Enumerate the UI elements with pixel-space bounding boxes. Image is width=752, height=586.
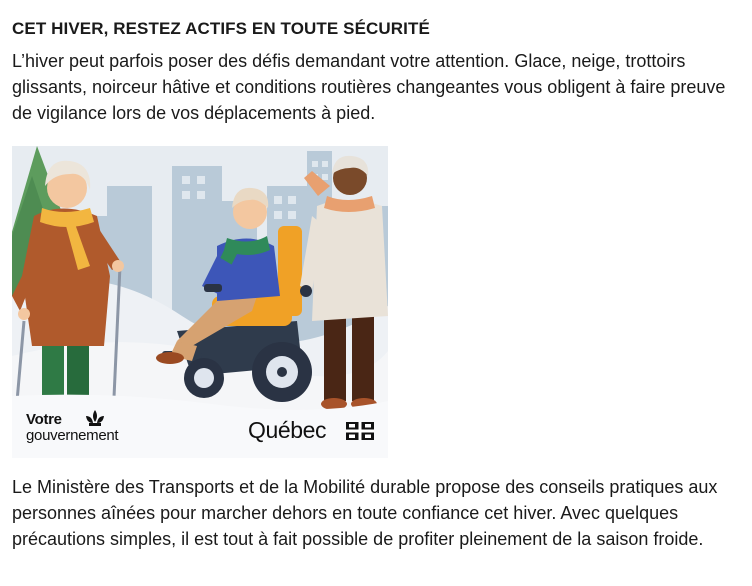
- winter-illustration: [12, 146, 388, 458]
- logo-gouvernement-text: gouvernement: [26, 427, 119, 444]
- logo-votre-text: Votre: [26, 411, 62, 428]
- votre-gouvernement-logo: [26, 412, 156, 446]
- logo-quebec-text: Québec: [248, 417, 327, 443]
- article-title: CET HIVER, RESTEZ ACTIFS EN TOUTE SÉCURITÉ: [12, 19, 430, 38]
- quebec-flag-icon: [346, 422, 374, 440]
- article-intro: L’hiver peut parfois poser des défis demandant votre attention. Glace, neige, trottoirs glissants, noirceur hâtive et conditions routières changeantes vous obligent à faire preuve de vigilance lors de vos déplacements à pied.: [12, 51, 726, 123]
- quebec-logo: [248, 416, 378, 446]
- article: [12, 0, 740, 552]
- article-body: Le Ministère des Transports et de la Mobilité durable propose des conseils pratiques aux personnes aînées pour marcher dehors en toute confiance cet hiver. Avec quelques précautions simples, il est tout à fait possible de profiter pleinement de la saison froide.: [12, 477, 718, 549]
